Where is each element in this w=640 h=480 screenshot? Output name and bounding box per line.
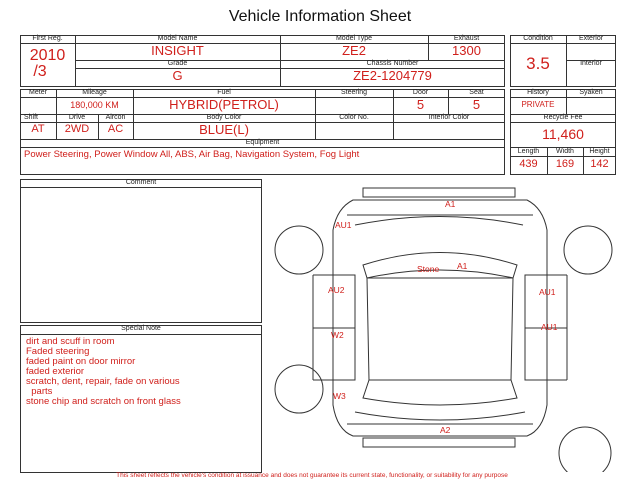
seat-label: Seat bbox=[469, 89, 484, 96]
front-bumper bbox=[363, 188, 515, 197]
aircon-value: AC bbox=[107, 123, 124, 135]
history-value: PRIVATE bbox=[521, 100, 555, 109]
meter-label: Meter bbox=[29, 89, 47, 96]
drive-label: Drive bbox=[68, 114, 86, 121]
first-reg-year: 2010 bbox=[29, 47, 66, 64]
special-note-item: parts bbox=[26, 386, 53, 397]
model-name-label: Model Name bbox=[157, 35, 198, 42]
recycle-fee-label: Recycle Fee bbox=[543, 114, 583, 121]
door-label: Door bbox=[412, 89, 429, 96]
special-note-item: faded exterior bbox=[26, 366, 85, 377]
damage-mark: AU1 bbox=[541, 322, 558, 332]
rear-left-wheel bbox=[275, 365, 323, 413]
grade-value: G bbox=[172, 68, 183, 83]
condition-value: 3.5 bbox=[526, 54, 550, 73]
front-left-wheel bbox=[275, 226, 323, 274]
mileage-label: Mileage bbox=[82, 89, 107, 96]
interior-color-label: Interior Color bbox=[428, 114, 470, 121]
door-value: 5 bbox=[416, 97, 425, 112]
color-no-label: Color No. bbox=[339, 114, 369, 121]
car-damage-diagram bbox=[265, 180, 637, 472]
model-name-value: INSIGHT bbox=[151, 43, 204, 58]
rear-bumper bbox=[363, 438, 515, 447]
rear-right-wheel bbox=[559, 427, 611, 472]
sheet-title: Vehicle Information Sheet bbox=[228, 8, 412, 25]
aircon-label: Aircon bbox=[105, 114, 126, 121]
syaken-label: Syaken bbox=[579, 89, 603, 96]
history-label: History bbox=[527, 89, 549, 96]
equipment-value: Power Steering, Power Window All, ABS, Air Bag, Navigation System, Fog Light bbox=[24, 149, 360, 160]
first-reg-label: First Reg. bbox=[32, 35, 63, 42]
exhaust-label: Exhaust bbox=[453, 35, 480, 42]
seat-value: 5 bbox=[472, 97, 481, 112]
first-reg-month: /3 bbox=[33, 63, 47, 80]
width-label: Width bbox=[556, 148, 574, 155]
comment-label: Comment bbox=[125, 179, 157, 186]
width-value: 169 bbox=[555, 158, 575, 170]
exhaust-value: 1300 bbox=[452, 43, 481, 58]
damage-mark: A2 bbox=[440, 425, 451, 435]
special-note-item: scratch, dent, repair, fade on various bbox=[26, 376, 180, 387]
roof bbox=[367, 278, 513, 380]
front-right-wheel bbox=[564, 226, 612, 274]
recycle-fee-value: 11,460 bbox=[542, 126, 584, 142]
damage-mark: A1 bbox=[457, 261, 468, 271]
steering-label: Steering bbox=[340, 89, 368, 96]
body-color-value: BLUE(L) bbox=[199, 122, 249, 137]
special-note-label: Special Note bbox=[121, 325, 161, 332]
shift-value: AT bbox=[31, 123, 45, 135]
car-body-outline bbox=[333, 200, 547, 436]
special-note-item: faded paint on door mirror bbox=[26, 356, 136, 367]
chassis-number-label: Chassis Number bbox=[366, 60, 419, 67]
disclaimer-footer: This sheet reflects the vehicle's condition at issuance and does not guarantee its current state, functionality, or suitability for any purpose bbox=[116, 472, 508, 479]
condition-label: Condition bbox=[523, 35, 553, 42]
damage-mark: AU2 bbox=[328, 285, 345, 295]
height-value: 142 bbox=[590, 158, 609, 170]
rear-glass bbox=[363, 380, 517, 405]
comment-box bbox=[20, 179, 262, 323]
drive-value: 2WD bbox=[64, 123, 90, 135]
length-label: Length bbox=[517, 148, 540, 155]
model-type-label: Model Type bbox=[335, 35, 373, 42]
chassis-number-value: ZE2-1204779 bbox=[353, 68, 432, 83]
exterior-label: Exterior bbox=[578, 35, 604, 42]
fuel-label: Fuel bbox=[217, 89, 231, 96]
damage-mark: W3 bbox=[333, 391, 346, 401]
damage-mark: Stone bbox=[417, 264, 440, 274]
special-note-item: dirt and scuff in room bbox=[26, 336, 115, 347]
windshield bbox=[363, 253, 517, 279]
damage-mark: AU1 bbox=[335, 220, 352, 230]
fuel-value: HYBRID(PETROL) bbox=[169, 97, 279, 112]
damage-mark: AU1 bbox=[539, 287, 556, 297]
height-label: Height bbox=[589, 148, 610, 155]
length-value: 439 bbox=[519, 158, 538, 170]
model-type-value: ZE2 bbox=[342, 43, 366, 58]
special-note-item: Faded steering bbox=[26, 346, 90, 357]
damage-mark: A1 bbox=[445, 199, 456, 209]
equipment-label: Equipment bbox=[245, 139, 280, 146]
interior-label: Interior bbox=[580, 60, 602, 67]
body-color-label: Body Color bbox=[206, 114, 242, 121]
mileage-value: 180,000 KM bbox=[70, 100, 119, 110]
special-note-list bbox=[26, 337, 181, 407]
grade-label: Grade bbox=[167, 60, 188, 67]
damage-mark: W2 bbox=[331, 330, 344, 340]
special-note-item: stone chip and scratch on front glass bbox=[26, 396, 181, 407]
shift-label: Shift bbox=[23, 114, 38, 121]
